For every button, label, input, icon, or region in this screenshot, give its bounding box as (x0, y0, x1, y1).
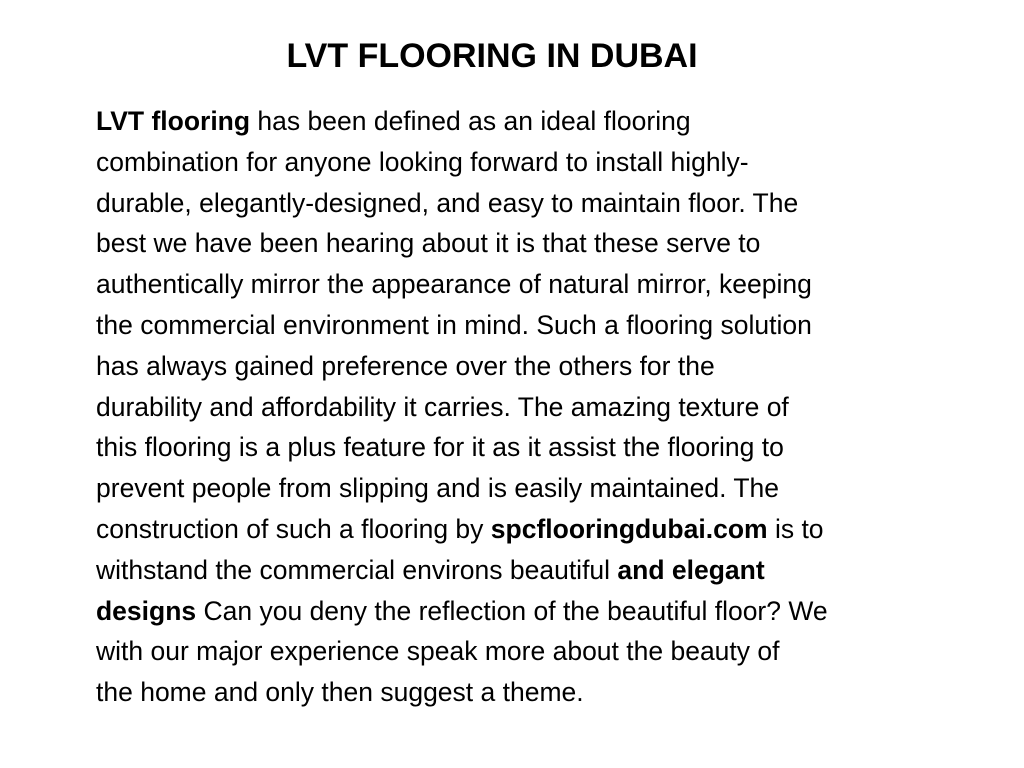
paragraph-line: best we have been hearing about it is that these serve to (96, 228, 761, 259)
paragraph-line (96, 591, 962, 632)
paragraph-line: durable, elegantly-designed, and easy to maintain floor. The (96, 187, 799, 218)
bold-phrase-and-elegant: and elegant (617, 554, 765, 585)
paragraph-line: durability and affordability it carries. The amazing texture of (96, 391, 789, 422)
text-run: Can you deny the reflection of the beautiful floor? We (196, 595, 828, 626)
paragraph-line: the commercial environment in mind. Such a flooring solution (96, 309, 812, 340)
text-run: withstand the commercial environs beautiful (96, 554, 618, 585)
paragraph-line: combination for anyone looking forward to install highly- (96, 146, 749, 177)
bold-phrase-designs: designs (96, 595, 197, 626)
paragraph-line (96, 550, 962, 591)
paragraph-line: this flooring is a plus feature for it as it assist the flooring to (96, 432, 784, 463)
text-run: construction of such a flooring by (96, 513, 491, 544)
slide-title: LVT FLOORING IN DUBAI (286, 37, 698, 75)
bold-phrase-lvt-flooring: LVT flooring (96, 106, 251, 136)
paragraph-line (96, 101, 962, 142)
bold-website-name: spcflooringdubai.com (490, 513, 768, 544)
body-paragraph (96, 101, 962, 713)
paragraph-line: with our major experience speak more about the beauty of (96, 636, 780, 667)
paragraph-line (96, 509, 962, 550)
text-run: has been defined as an ideal flooring (250, 106, 691, 136)
paragraph-line: prevent people from slipping and is easily maintained. The (96, 473, 780, 504)
text-run: is to (767, 513, 824, 544)
paragraph-line: authentically mirror the appearance of natural mirror, keeping (96, 269, 812, 300)
paragraph-line: has always gained preference over the others for the (96, 350, 715, 381)
paragraph-line: the home and only then suggest a theme. (96, 677, 584, 708)
